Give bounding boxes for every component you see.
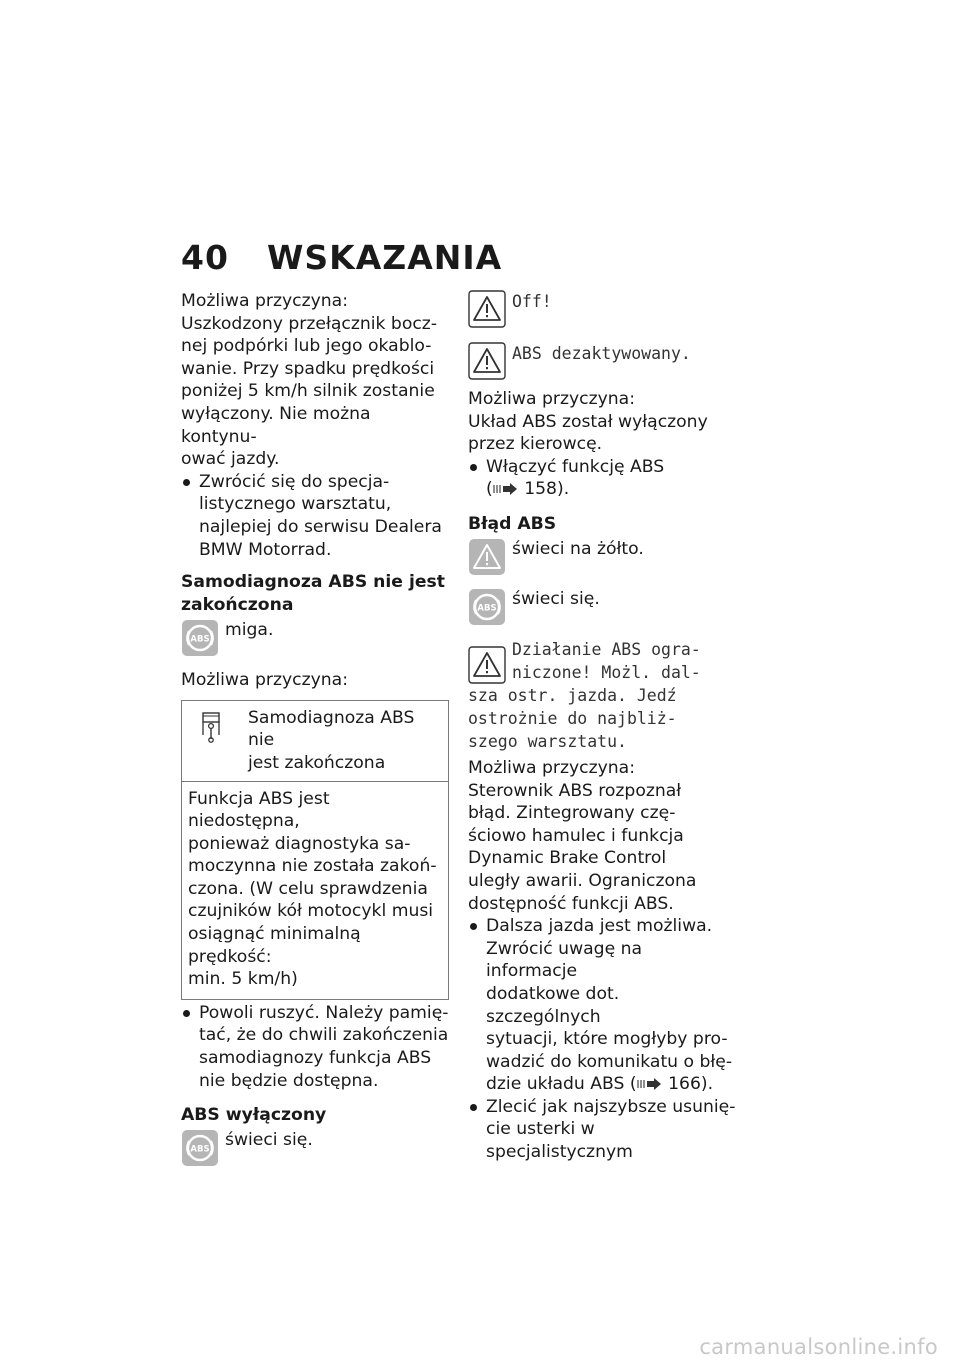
text-line: Sterownik ABS rozpoznał [468,780,682,801]
cause-text [468,411,736,456]
display-text-line: niczone! Możl. dal- [512,662,701,682]
heading-line: zakończona [181,595,294,616]
page-reference[interactable]: 166). [668,1074,714,1095]
display-text-line: szego warsztatu. [468,731,627,751]
text-line: czujników kół motocykl musi [188,901,434,922]
text-line: cie usterki w specjalistycznym [486,1119,633,1163]
text-line: wanie. Przy spadku prędkości [181,358,435,379]
text-line: dostępność funkcji ABS. [468,893,674,914]
text-line: osiągnąć minimalną prędkość: [188,924,361,967]
page-header [181,238,502,277]
text-line: czona. (W celu sprawdzenia [188,878,428,899]
text-line: Dynamic Brake Control [468,848,667,869]
cause-label: Możliwa przyczyna: [468,757,635,778]
bullet-start-slowly [181,1002,449,1092]
text-line: ponieważ diagnostyka sa- [188,833,411,854]
text-line: Zwrócić się do specja- [199,471,390,492]
text-line: poniżej 5 km/h silnik zostanie [181,381,435,402]
bullet-contact-workshop [181,471,449,561]
text-line: nie będzie dostępna. [199,1070,379,1091]
text-line: Układ ABS został wyłączony [468,411,708,432]
text-line: samodiagnozy funkcja ABS [199,1048,432,1069]
text-line [486,478,736,501]
text-line: listycznego warsztatu, [199,494,392,515]
text-line: błąd. Zintegrowany czę- [468,803,676,824]
general-warning-triangle-icon [468,342,506,380]
display-text: Off! [512,292,552,311]
page-reference-arrow-icon [493,482,519,496]
watermark: carmanualsonline.info [699,1335,938,1359]
abs-off-indicator-row [181,1129,449,1167]
bullet-enable-abs [468,456,736,501]
text-line: Włączyć funkcję ABS [486,456,665,477]
paren: ( [486,479,493,500]
info-box-title [230,707,444,775]
text-line [486,1073,736,1096]
text-line: najlepiej do serwisu Dealera [199,516,442,537]
text-line: Funkcja ABS jest niedostępna, [188,788,330,832]
general-warning-triangle-icon [468,290,506,328]
bullet-repair [468,1096,736,1164]
info-box-header [182,701,448,782]
cause-text [468,780,736,916]
display-text-line: ostrożnie do najbliż- [468,708,677,728]
text-line: moczynna nie została zakoń- [188,856,437,877]
page-reference[interactable]: 158). [524,479,570,500]
text-line: przez kierowcę. [468,434,603,455]
abs-warning-icon [181,1129,219,1167]
cause-label: Możliwa przyczyna: [181,670,348,691]
text-line: tać, że do chwili zakończenia [199,1025,449,1046]
text-line: sytuacji, które mogłyby pro- [486,1029,728,1050]
text-line: Zwrócić uwagę na informacje [486,938,643,982]
text-line: Zlecić jak najszybsze usunię- [486,1096,736,1117]
cause-label: Możliwa przyczyna: [468,389,635,409]
text-line: Dalsza jazda jest możliwa. [486,916,713,937]
display-text-line: sza ostr. jazda. Jedź [468,685,677,705]
display-message-off [468,290,736,328]
right-column [468,290,736,1164]
text-line: ściowo hamulec i funkcja [468,825,684,846]
text-fragment: dzie układu ABS ( [486,1074,637,1095]
bullet-continue-riding [468,915,736,1096]
section-heading-abs-off: ABS wyłączony [181,1105,327,1126]
general-warning-triangle-icon [468,538,506,576]
left-column [181,290,449,1167]
abs-warning-icon [181,619,219,657]
text-line: wyłączony. Nie można kontynu- [181,403,371,447]
text-line: Samodiagnoza ABS nie [248,707,415,751]
abs-indicator-row [468,588,736,626]
section-heading-abs-error: Błąd ABS [468,513,557,534]
indicator-state: świeci się. [512,588,600,609]
text-line: Powoli ruszyć. Należy pamię- [199,1002,449,1023]
text-line: ować jazdy. [181,449,280,470]
text-line: min. 5 km/h) [188,969,298,990]
info-box [181,700,449,1000]
info-box-body [182,782,448,999]
display-message-abs-limited [468,638,736,753]
indicator-state: świeci na żółto. [512,538,644,559]
text-line: BMW Motorrad. [199,539,332,560]
selfdiag-indicator-row [181,619,449,657]
heading-line: Samodiagnoza ABS nie jest [181,572,445,593]
page-reference-arrow-icon [637,1077,663,1091]
cause-text [181,313,449,471]
text-line: uległy awarii. Ograniczona [468,870,697,891]
piston-diagnosis-icon [192,707,230,745]
display-text-line: Działanie ABS ogra- [512,639,701,659]
warn-indicator-row [468,538,736,576]
display-text: ABS dezaktywowany. [512,344,691,363]
text-line: nej podpórki lub jego okablo- [181,336,432,357]
page-title: WSKAZANIA [267,238,503,277]
indicator-state: świeci się. [225,1130,313,1151]
section-heading-selfdiag [181,571,449,617]
indicator-state: miga. [225,620,274,641]
general-warning-triangle-icon [468,646,506,684]
text-line: jest zakończona [248,752,386,773]
text-line: Uszkodzony przełącznik bocz- [181,313,438,334]
display-message-abs-disabled [468,342,736,380]
page-number: 40 [181,238,229,277]
text-line: wadzić do komunikatu o błę- [486,1051,733,1072]
text-line: dodatkowe dot. szczególnych [486,983,620,1027]
cause-label: Możliwa przyczyna: [181,291,348,311]
abs-warning-icon [468,588,506,626]
